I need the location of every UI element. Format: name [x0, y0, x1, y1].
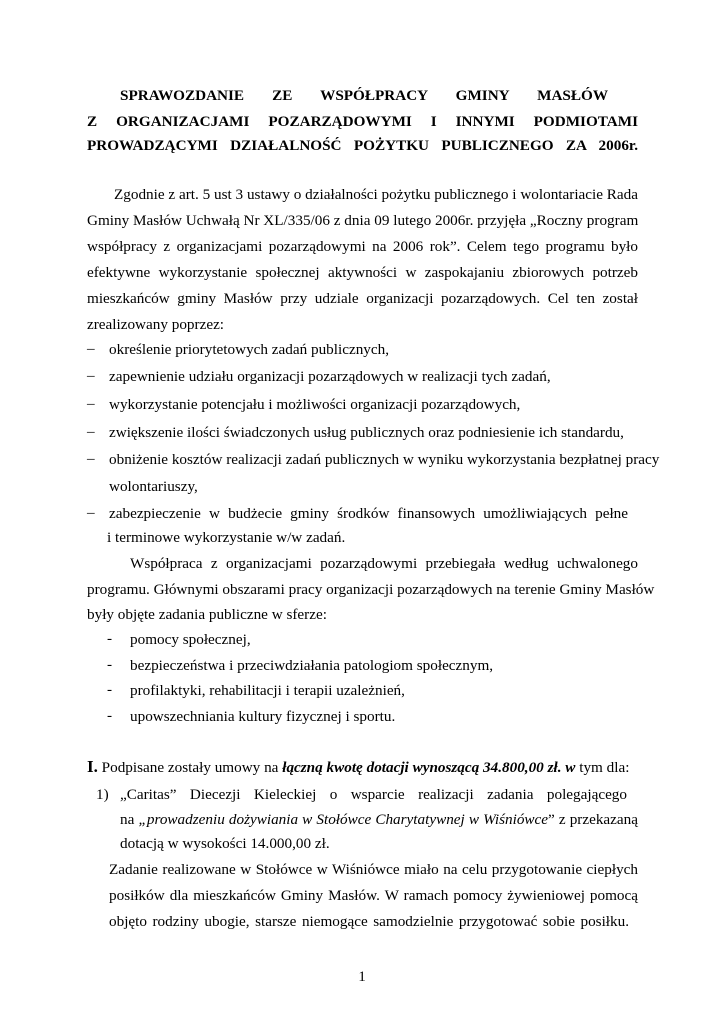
- item-line: [120, 810, 638, 830]
- bullet-hyphen-icon: -: [107, 630, 113, 647]
- title-word: MASŁÓW: [537, 87, 609, 104]
- title-word: 2006r.: [598, 137, 639, 154]
- item-line: „Caritas” Diecezji Kieleckiej o wsparcie realizacji zadania polegającego: [120, 786, 627, 803]
- title-word: ZE: [272, 87, 293, 104]
- section-numeral: I.: [87, 757, 98, 776]
- bullet-hyphen-icon: -: [107, 681, 113, 698]
- section-1-heading: [87, 757, 638, 778]
- bullet-hyphen-icon: -: [107, 707, 113, 724]
- intro-line: zrealizowany poprzez:: [87, 316, 225, 333]
- intro-line: współpracy z organizacjami pozarządowymi na 2006 rok”. Celem tego programu było: [87, 238, 638, 255]
- section-text: Podpisane zostały umowy na: [101, 759, 279, 776]
- section-amount: łączną kwotę dotacji wynoszącą 34.800,00 zł. w: [282, 759, 576, 776]
- cooperation-line: były objęte zadania publiczne w sferze:: [87, 606, 327, 623]
- cooperation-line: programu. Głównymi obszarami pracy organizacji pozarządowych na terenie Gminy Masłów: [87, 581, 655, 598]
- item-line: dotacją w wysokości 14.000,00 zł.: [120, 835, 330, 852]
- intro-line: Gminy Masłów Uchwałą Nr XL/335/06 z dnia 09 lutego 2006r. przyjęła „Roczny program: [87, 212, 639, 229]
- title-word: Z: [87, 113, 98, 130]
- list-item-continuation: i terminowe wykorzystanie w/w zadań.: [107, 529, 346, 546]
- title-word: PROWADZĄCYMI: [87, 137, 218, 154]
- intro-line: Zgodnie z art. 5 ust 3 ustawy o działalności pożytku publicznego i wolontariacie Rada: [114, 186, 638, 203]
- list-item: obniżenie kosztów realizacji zadań publicznych w wyniku wykorzystania bezpłatnej pracy: [109, 451, 660, 468]
- list-item: pomocy społecznej,: [130, 631, 251, 648]
- title-word: PODMIOTAMI: [533, 113, 638, 130]
- item-number: 1): [96, 786, 109, 803]
- item-text: ” z przekazaną: [548, 811, 638, 828]
- title-word: ZA: [565, 137, 587, 154]
- bullet-dash-icon: –: [87, 395, 95, 412]
- title-word: SPRAWOZDANIE: [120, 87, 245, 104]
- description-line: Zadanie realizowane w Stołówce w Wiśniówce miało na celu przygotowanie ciepłych: [109, 861, 638, 878]
- title-line-1: [120, 84, 608, 108]
- list-item: profilaktyki, rehabilitacji i terapii uzależnień,: [130, 682, 405, 699]
- list-item: wykorzystanie potencjału i możliwości organizacji pozarządowych,: [109, 396, 521, 413]
- cooperation-line: Współpraca z organizacjami pozarządowymi przebiegała według uchwalonego: [130, 555, 638, 572]
- list-item: zabezpieczenie w budżecie gminy środków finansowych umożliwiających pełne: [109, 505, 628, 522]
- title-word: DZIAŁALNOŚĆ: [230, 137, 342, 154]
- title-word: PUBLICZNEGO: [441, 137, 554, 154]
- intro-line: mieszkańców gminy Masłów przy udziale organizacji pozarządowych. Cel ten został: [87, 290, 638, 307]
- title-word: POZARZĄDOWYMI: [268, 113, 412, 130]
- bullet-dash-icon: –: [87, 450, 95, 467]
- list-item: upowszechniania kultury fizycznej i sportu.: [130, 708, 396, 725]
- title-word: POŻYTKU: [353, 137, 429, 154]
- title-word: ORGANIZACJAMI: [116, 113, 250, 130]
- bullet-dash-icon: –: [87, 340, 95, 357]
- description-line: posiłków dla mieszkańców Gminy Masłów. W ramach pomocy żywieniowej pomocą: [109, 887, 638, 904]
- intro-line: efektywne wykorzystanie społecznej aktywności w zaspokajaniu zbiorowych potrzeb: [87, 264, 638, 281]
- section-text: tym dla:: [579, 759, 630, 776]
- bullet-dash-icon: –: [87, 367, 95, 384]
- list-item: określenie priorytetowych zadań publicznych,: [109, 341, 390, 358]
- list-item-continuation: wolontariuszy,: [109, 478, 198, 495]
- title-word: WSPÓŁPRACY: [320, 87, 428, 104]
- bullet-dash-icon: –: [87, 423, 95, 440]
- list-item: bezpieczeństwa i przeciwdziałania patologiom społecznym,: [130, 657, 494, 674]
- description-line: objęto rodziny ubogie, starsze niemogące samodzielnie przygotować sobie posiłku.: [109, 913, 629, 930]
- title-line-3: [87, 134, 638, 158]
- bullet-hyphen-icon: -: [107, 656, 113, 673]
- title-line-2: [87, 110, 638, 134]
- title-word: I: [430, 113, 437, 130]
- title-word: INNYMI: [455, 113, 515, 130]
- item-task-name: „prowadzeniu dożywiania w Stołówce Charytatywnej w Wiśniówce: [138, 811, 549, 828]
- list-item: zwiększenie ilości świadczonych usług publicznych oraz podniesienie ich standardu,: [109, 424, 624, 441]
- item-text: na: [120, 811, 135, 828]
- page-number: 1: [358, 968, 366, 985]
- title-word: GMINY: [455, 87, 510, 104]
- bullet-dash-icon: –: [87, 504, 95, 521]
- list-item: zapewnienie udziału organizacji pozarządowych w realizacji tych zadań,: [109, 368, 551, 385]
